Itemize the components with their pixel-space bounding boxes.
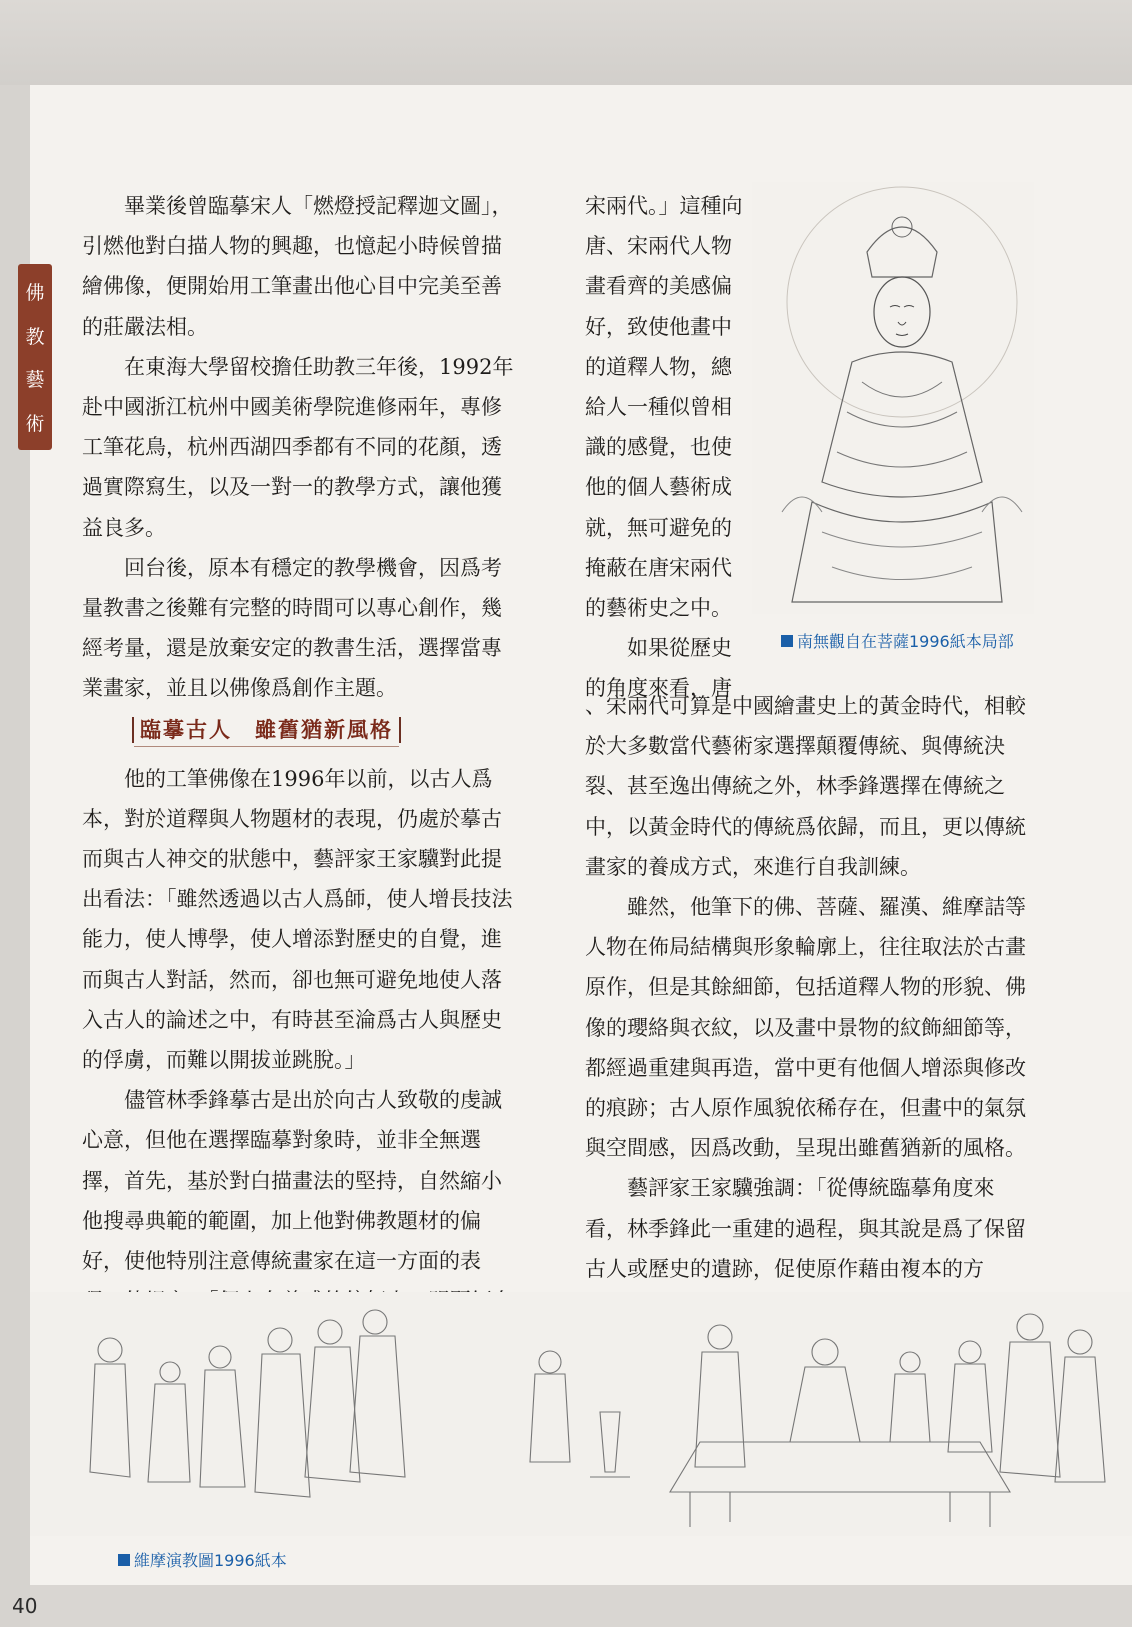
paragraph: 回台後，原本有穩定的教學機會，因爲考量教書之後難有完整的時間可以專心創作，幾經考量，還是放棄安定的教書生活，選擇當專業畫家，並且以佛像爲創作主題。 bbox=[82, 555, 502, 701]
vimalakirti-scroll-drawing bbox=[30, 1292, 1132, 1536]
section-tab-char: 佛 bbox=[25, 282, 45, 305]
caption-text: 南無觀自在菩薩1996紙本局部 bbox=[797, 632, 1014, 651]
caption-text: 維摩演教圖1996紙本 bbox=[134, 1551, 287, 1570]
section-tab bbox=[18, 264, 52, 450]
caption-square-icon bbox=[781, 635, 793, 647]
subheading: 臨摹古人 雖舊猶新風格 bbox=[132, 717, 401, 743]
paragraph: 藝評家王家驥強調：「從傳統臨摹角度來看，林季鋒此一重建的過程，與其說是爲了保留古人或歷史的遺跡，促使原作藉由複本的方 bbox=[585, 1176, 1026, 1281]
top-band bbox=[0, 0, 1132, 85]
caption-right bbox=[781, 629, 1014, 652]
paragraph: 雖然，他筆下的佛、菩薩、羅漢、維摩詰等人物在佈局結構與形象輪廓上，往往取法於古畫原作，但是其餘細節，包括道釋人物的形貌、佛像的瓔絡與衣紋，以及畫中景物的紋飾細節等，都經過重建與再造，當中更有他個人增添與修改的痕跡；古人原作風貌依稀存在，但畫中的氣氛與空間感，因爲改動，呈現出雖舊猶新的風格。 bbox=[585, 895, 1026, 1161]
paragraph: 儘管林季鋒摹古是出於向古人致敬的虔誠心意，但他在選擇臨摹對象時，並非全無選擇，首先，基於對白描畫法的堅持，自然縮小他搜尋典範的範圍，加上他對佛教題材的偏好，使他特別注意傳統畫家在這一方面的表 bbox=[82, 1088, 502, 1274]
caption-square-icon bbox=[118, 1554, 130, 1566]
right-narrow-column bbox=[585, 186, 747, 709]
paragraph: 如果從歷史的角度來看，唐 bbox=[585, 636, 732, 701]
left-column bbox=[82, 186, 522, 1362]
section-tab-char: 教 bbox=[25, 325, 45, 348]
bodhisattva-drawing bbox=[752, 182, 1034, 614]
page-number: 40 bbox=[12, 1594, 38, 1618]
paragraph: 宋兩代。」這種向唐、宋兩代人物畫看齊的美感偏好，致使他畫中的道釋人物，總給人一種似曾相識的感覺，也使他的個人藝術成就，無可避免的掩蔽在唐宋兩代的藝術史之中。 bbox=[585, 194, 743, 621]
subheading-wrap bbox=[82, 709, 522, 759]
paragraph: 畢業後曾臨摹宋人「燃燈授記釋迦文圖」，引燃他對白描人物的興趣，也憶起小時候曾描繪佛像，便開始用工筆畫出他心目中完美至善的莊嚴法相。 bbox=[82, 194, 513, 339]
section-tab-char: 術 bbox=[25, 412, 45, 435]
paragraph: 他的工筆佛像在1996年以前，以古人爲本，對於道釋與人物題材的表現，仍處於摹古而與古人神交的狀態中，藝評家王家驥對此提出看法：「雖然透過以古人爲師，使人增長技法能力，使人博學，使人增添對歷史的自覺，進而與古人對話，然而，卻也無可避免地使人落入古人的論述之中，有時甚至淪爲古人與歷史的俘虜，而難以開拔並跳脫。」 bbox=[82, 766, 513, 1073]
caption-bottom bbox=[118, 1548, 287, 1571]
right-wide-column bbox=[585, 686, 1035, 1289]
scroll-illustration bbox=[30, 1292, 1132, 1536]
bodhisattva-illustration bbox=[752, 182, 1034, 614]
section-tab-char: 藝 bbox=[25, 369, 45, 392]
paragraph: 在東海大學留校擔任助教三年後，1992年赴中國浙江杭州中國美術學院進修兩年，專修工筆花鳥，杭州西湖四季都有不同的花顏，透過實際寫生，以及一對一的教學方式，讓他獲益良多。 bbox=[82, 354, 514, 540]
paragraph: 、宋兩代可算是中國繪畫史上的黃金時代，相較於大多數當代藝術家選擇顛覆傳統、與傳統決裂、甚至逸出傳統之外，林季鋒選擇在傳統之中，以黃金時代的傳統爲依歸，而且，更以傳統畫家的養成方式，來進行自我訓練。 bbox=[585, 694, 1026, 879]
